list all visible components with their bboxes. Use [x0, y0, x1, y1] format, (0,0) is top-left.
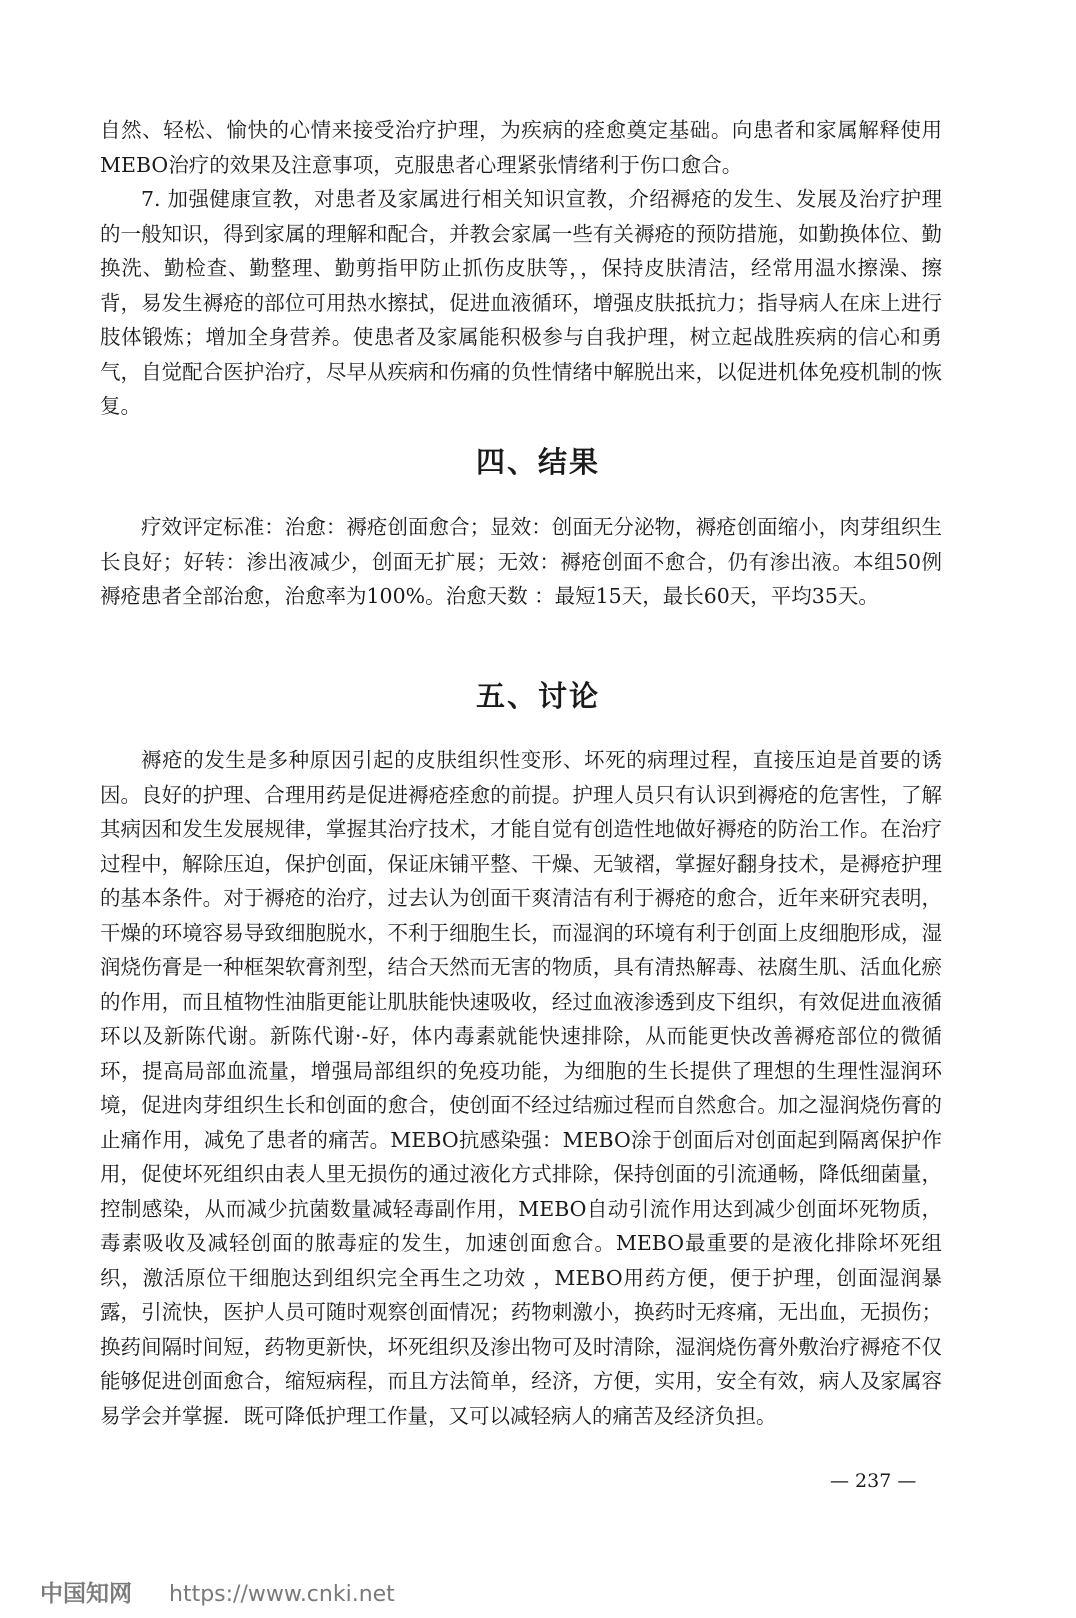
- paragraph-discussion: 褥疮的发生是多种原因引起的皮肤组织性变形、坏死的病理过程，直接压迫是首要的诱因。良好的护理、合理用药是促进褥疮痊愈的前提。护理人员只有认识到褥疮的危害性，了解其病因和发生发展规律，掌握其治疗技术，才能自觉有创造性地做好褥疮的防治工作。在治疗过程中，解除压迫，保护创面，保证床铺平整、干燥、无皱褶，掌握好翻身技术，是褥疮护理的基本条件。对于褥疮的治疗，过去认为创面干爽清洁有利于褥疮的愈合，近年来研究表明，干燥的环境容易导致细胞脱水，不利于细胞生长，而湿润的环境有利于创面上皮细胞形成，湿润烧伤膏是一种框架软膏剂型，结合天然而无害的物质，具有清热解毒、祛腐生肌、活血化瘀的作用，而且植物性油脂更能让肌肤能快速吸收，经过血液渗透到皮下组织，有效促进血液循环以及新陈代谢。新陈代谢·-好，体内毒素就能快速排除，从而能更快改善褥疮部位的微循环，提高局部血流量，增强局部组织的免疫功能，为细胞的生长提供了理想的生理性湿润环境，促进肉芽组织生长和创面的愈合，使创面不经过结痂过程而自然愈合。加之湿润烧伤膏的止痛作用，减免了患者的痛苦。MEBO抗感染强：MEBO涂于创面后对创面起到隔离保护作用，促使坏死组织由表人里无损伤的通过液化方式排除，保持创面的引流通畅，降低细菌量，控制感染，从而减少抗菌数量减轻毒副作用，MEBO自动引流作用达到减少创面坏死物质，毒素吸收及减轻创面的脓毒症的发生，加速创面愈合。MEBO最重要的是液化排除坏死组织，激活原位干细胞达到组织完全再生之功效 ，MEBO用药方便，便于护理，创面湿润暴露，引流快，医护人员可随时观察创面情况；药物刺激小，换药时无疼痛，无出血，无损伤；换药间隔时间短，药物更新快，坏死组织及渗出物可及时清除，湿润烧伤膏外敷治疗褥疮不仅能够促进创面愈合，缩短病程，而且方法简单，经济，方便，实用，安全有效，病人及家属容易学会并掌握．既可降低护理工作量，又可以减轻病人的痛苦及经济负担。: [100, 748, 942, 1428]
- paragraph-item-7: 7. 加强健康宣教，对患者及家属进行相关知识宣教，介绍褥疮的发生、发展及治疗护理的一般知识，得到家属的理解和配合，并教会家属一些有关褥疮的预防措施，如勤换体位、勤换洗、勤检查、勤整理、勤剪指甲防止抓伤皮肤等，，保持皮肤清洁，经常用温水擦澡、擦背，易发生褥疮的部位可用热水擦拭，促进血液循环，增强皮肤抵抗力；指导病人在床上进行肢体锻炼；增加全身营养。使患者及家属能积极参与自我护理，树立起战胜疾病的信心和勇气，自觉配合医护治疗，尽早从疾病和伤痛的负性情绪中解脱出来，以促进机体免疫机制的恢复。: [100, 187, 942, 418]
- top-text-block: [100, 113, 942, 424]
- page-number: — 237 —: [830, 1470, 917, 1492]
- paragraph-continued: 自然、轻松、愉快的心情来接受治疗护理，为疾病的痊愈奠定基础。向患者和家属解释使用MEBO治疗的效果及注意事项，克服患者心理紧张情绪利于伤口愈合。: [100, 118, 942, 177]
- section-heading-results: 四、结果: [475, 445, 600, 479]
- cnki-url: https://www.cnki.net: [169, 1582, 395, 1607]
- discussion-text-block: [100, 743, 942, 1433]
- results-text-block: [100, 510, 942, 614]
- paragraph-results: 疗效评定标准：治愈：褥疮创面愈合；显效：创面无分泌物，褥疮创面缩小，肉芽组织生长良好；好转：渗出液减少，创面无扩展；无效：褥疮创面不愈合，仍有渗出液。本组50例 褥疮患者全部治愈，治愈率为100%。治愈天数 ：最短15天，最长60天，平均35天。: [100, 515, 942, 608]
- section-heading-discussion: 五、讨论: [475, 679, 600, 713]
- watermark-footer: [40, 1575, 395, 1608]
- cnki-brand-logo: 中国知网: [40, 1581, 132, 1607]
